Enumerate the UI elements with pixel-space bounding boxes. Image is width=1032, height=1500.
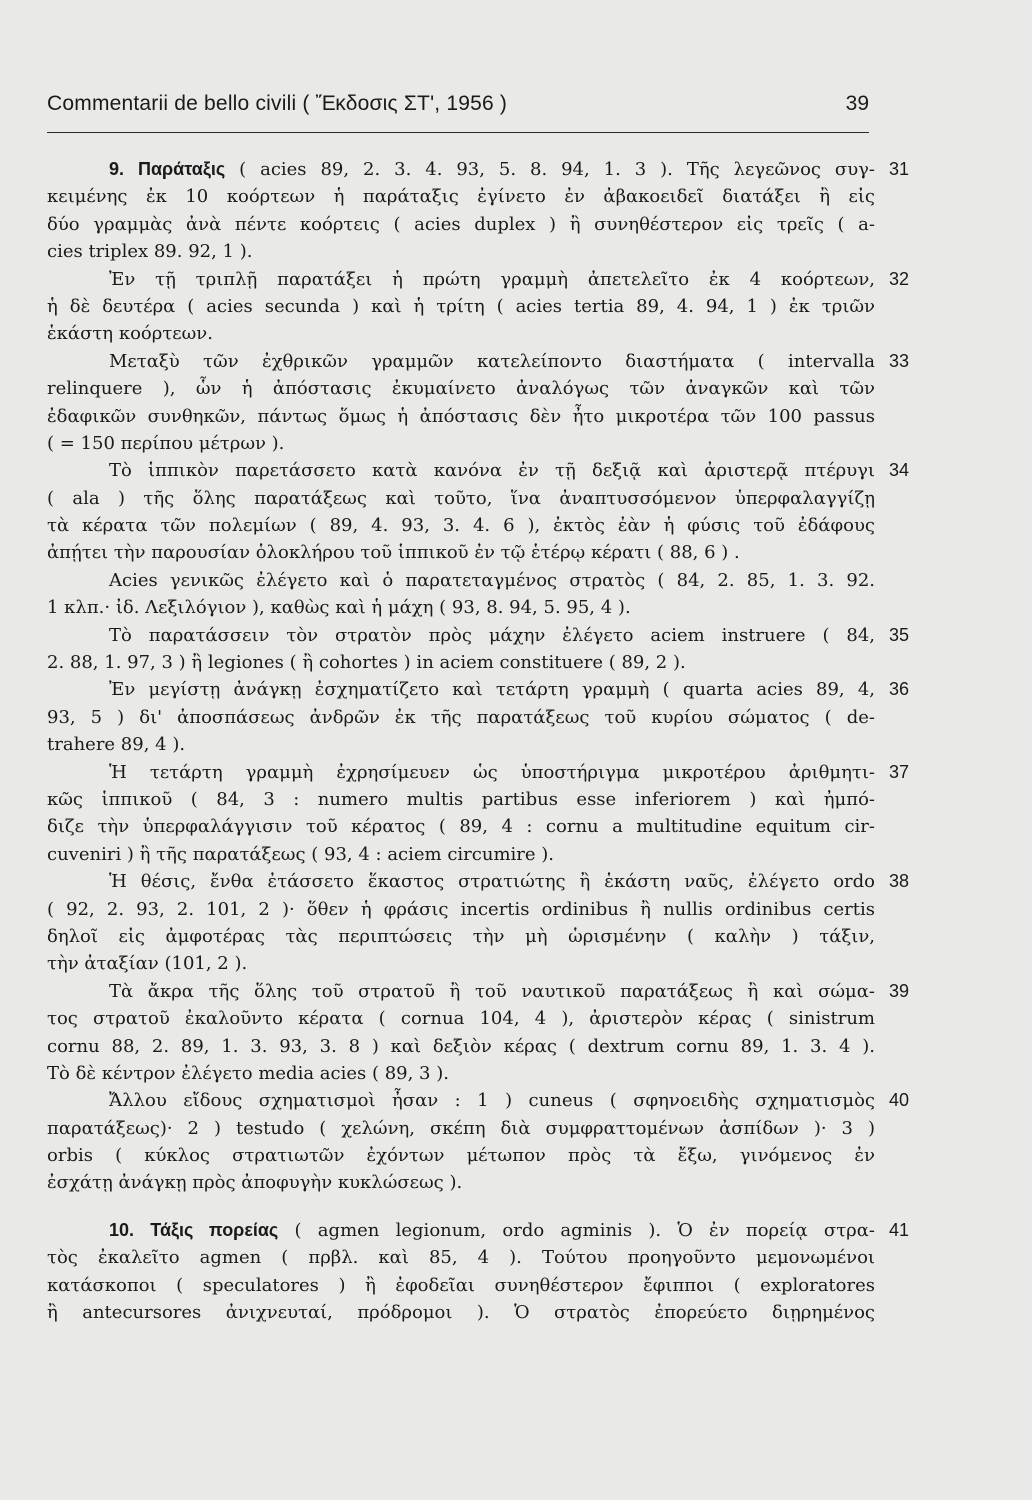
text-line: cuveniri ) ἢ τῆς παρατάξεως ( 93, 4 : aciem circumire ). [47, 843, 555, 865]
text-line: cornu 88, 2. 89, 1. 3. 93, 3. 8 ) καὶ δεξιὸν κέρας ( dextrum cornu 89, 1. 3. 4 ). [47, 1035, 875, 1057]
margin-number: 36 [889, 679, 910, 700]
margin-number: 32 [889, 268, 910, 289]
page-number: 39 [845, 92, 869, 115]
margin-number: 41 [889, 1219, 910, 1240]
text-line: ( = 150 περίπου μέτρων ). [47, 432, 285, 454]
paragraph-acies [47, 567, 927, 622]
text-line: ( 92, 2. 93, 2. 101, 2 )· ὅθεν ἡ φράσις incertis ordinibus ἢ nullis ordinibus certis [47, 898, 875, 920]
text-line: Ἄλλου εἴδους σχηματισμοὶ ἦσαν : 1 ) cuneus ( σφηνοειδὴς σχηματισμὸς [109, 1090, 875, 1112]
running-title: Commentarii de bello civili ( Ἔκδοσις ΣΤ', 1956 ) [47, 92, 508, 115]
paragraph-32 [47, 266, 927, 348]
text-line [47, 1217, 875, 1244]
text-line: ἡ δὲ δευτέρα ( acies secunda ) καὶ ἡ τρίτη ( acies tertia 89, 4. 94, 1 ) ἐκ τριῶν [47, 295, 875, 317]
paragraph-36 [47, 676, 927, 758]
text-line: παρατάξεως)· 2 ) testudo ( χελώνη, σκέπη διὰ συμφραττομένων ἀσπίδων )· 3 ) [47, 1117, 875, 1139]
margin-number: 35 [889, 624, 910, 645]
text-line: Acies γενικῶς ἐλέγετο καὶ ὁ παρατεταγμένος στρατὸς ( 84, 2. 85, 1. 3. 92. [109, 569, 875, 591]
text-line: κειμένης ἐκ 10 κοόρτεων ἡ παράταξις ἐγίνετο ἐν ἀβακοειδεῖ διατάξει ἢ εἰς [47, 186, 875, 208]
text-line: ἑκάστη κοόρτεων. [47, 323, 213, 345]
text-line: ἐδαφικῶν συνθηκῶν, πάντως ὅμως ἡ ἀπόστασις δὲν ἦτο μικροτέρα τῶν 100 passus [47, 405, 875, 427]
section-number: 10. [109, 1219, 135, 1240]
text-line [47, 156, 875, 183]
text-line: Τὸ ἱππικὸν παρετάσσετο κατὰ κανόνα ἐν τῇ δεξιᾷ καὶ ἀριστερᾷ πτέρυγι [109, 460, 875, 482]
paragraph-31 [47, 156, 927, 266]
paragraph-40 [47, 1087, 927, 1197]
text-line: Ἡ θέσις, ἔνθα ἐτάσσετο ἕκαστος στρατιώτης ἢ ἑκάστη ναῦς, ἐλέγετο ordo [109, 871, 875, 893]
page-header [47, 92, 869, 133]
margin-number: 37 [889, 761, 910, 782]
line-text: ( acies 89, 2. 3. 4. 93, 5. 8. 94, 1. 3 ). Τῆς λεγεῶνος συγ- [225, 159, 875, 180]
text-line: relinquere ), ὧν ἡ ἀπόστασις ἐκυμαίνετο ἀναλόγως τῶν ἀναγκῶν καὶ τῶν [47, 378, 875, 400]
text-line: trahere 89, 4 ). [47, 734, 186, 756]
margin-number: 31 [889, 159, 910, 179]
text-line: τος στρατοῦ ἐκαλοῦντο κέρατα ( cornua 104, 4 ), ἀριστερὸν κέρας ( sinistrum [47, 1008, 875, 1030]
text-line: ἢ antecursores ἀνιχνευταί, πρόδρομοι ). Ὁ στρατὸς ἐπορεύετο διῃρημένος [47, 1302, 875, 1324]
text-line: κατάσκοποι ( speculatores ) ἢ ἐφοδεῖαι συνηθέστερον ἔφιπποι ( exploratores [47, 1274, 875, 1296]
paragraph-39 [47, 978, 927, 1088]
text-line: orbis ( κύκλος στρατιωτῶν ἐχόντων μέτωπον πρὸς τὰ ἔξω, γινόμενος ἐν [47, 1145, 875, 1167]
margin-number: 40 [889, 1090, 910, 1111]
paragraph-38 [47, 868, 927, 978]
text-line: τὰ κέρατα τῶν πολεμίων ( 89, 4. 93, 3. 4. 6 ), ἐκτὸς ἐὰν ἡ φύσις τοῦ ἐδάφους [47, 515, 875, 537]
text-line: Μεταξὺ τῶν ἐχθρικῶν γραμμῶν κατελείποντο διαστήματα ( intervalla [109, 350, 875, 372]
margin-number: 38 [889, 871, 910, 892]
text-line: κῶς ἱππικοῦ ( 84, 3 : numero multis partibus esse inferiorem ) καὶ ἠμπό- [47, 788, 875, 810]
paragraph-33 [47, 348, 927, 458]
text-line: τὸς ἐκαλεῖτο agmen ( πρβλ. καὶ 85, 4 ). Τούτου προηγοῦντο μεμονωμένοι [47, 1247, 875, 1269]
margin-number: 33 [889, 350, 910, 371]
text-line: δηλοῖ εἰς ἀμφοτέρας τὰς περιπτώσεις τὴν μὴ ὡρισμένην ( καλὴν ) τάξιν, [47, 925, 875, 947]
text-line: Ἐν τῇ τριπλῇ παρατάξει ἡ πρώτη γραμμὴ ἀπετελεῖτο ἐκ 4 κοόρτεων, [109, 268, 875, 290]
text-line: Ἐν μεγίστῃ ἀνάγκῃ ἐσχηματίζετο καὶ τετάρτη γραμμὴ ( quarta acies 89, 4, [109, 679, 875, 701]
text-line: Τὰ ἄκρα τῆς ὅλης τοῦ στρατοῦ ἢ τοῦ ναυτικοῦ παρατάξεως ἢ καὶ σώμα- [109, 980, 875, 1002]
text-line: Τὸ παρατάσσειν τὸν στρατὸν πρὸς μάχην ἐλέγετο aciem instruere ( 84, [109, 624, 875, 646]
section-title: Παράταξις [137, 159, 226, 179]
text-line: τὴν ἀταξίαν (101, 2 ). [47, 953, 248, 975]
paragraph-41 [47, 1217, 927, 1327]
text-line: διζε τὴν ὑπερφαλάγγισιν τοῦ κέρατος ( 89, 4 : cornu a multitudine equitum cir- [47, 816, 875, 838]
section-title: Τάξις πορείας [150, 1219, 279, 1240]
section-gap [47, 1197, 927, 1217]
section-number: 9. [109, 159, 125, 179]
paragraph-35 [47, 622, 927, 677]
line-text: ( agmen legionum, ordo agminis ). Ὁ ἐν πορείᾳ στρα- [278, 1219, 875, 1241]
margin-number: 34 [889, 460, 910, 481]
paragraph-34 [47, 457, 927, 567]
text-line: cies triplex 89. 92, 1 ). [47, 241, 253, 263]
text-line: Ἡ τετάρτη γραμμὴ ἐχρησίμευεν ὡς ὑποστήριγμα μικροτέρου ἀριθμητι- [109, 761, 875, 783]
text-line: 1 κλπ.· ἰδ. Λεξιλόγιον ), καθὼς καὶ ἡ μάχη ( 93, 8. 94, 5. 95, 4 ). [47, 597, 631, 619]
text-line: 93, 5 ) δι' ἀποσπάσεως ἀνδρῶν ἐκ τῆς παρατάξεως τοῦ κυρίου σώματος ( de- [47, 706, 875, 728]
margin-number: 39 [889, 980, 910, 1001]
paragraph-37 [47, 759, 927, 869]
text-line: δύο γραμμὰς ἀνὰ πέντε κοόρτεις ( acies duplex ) ἢ συνηθέστερον εἰς τρεῖς ( a- [47, 213, 875, 235]
text-line: 2. 88, 1. 97, 3 ) ἢ legiones ( ἢ cohortes ) in aciem constituere ( 89, 2 ). [47, 652, 686, 674]
text-line: Τὸ δὲ κέντρον ἐλέγετο media acies ( 89, 3 ). [47, 1062, 449, 1084]
text-line: ( ala ) τῆς ὅλης παρατάξεως καὶ τοῦτο, ἵνα ἀναπτυσσόμενον ὑπερφαλαγγίζῃ [47, 487, 875, 509]
text-line: ἀπῄτει τὴν παρουσίαν ὁλοκλήρου τοῦ ἱππικοῦ ἐν τῷ ἑτέρῳ κέρατι ( 88, 6 ) . [47, 542, 740, 564]
text-line: ἐσχάτῃ ἀνάγκῃ πρὸς ἀποφυγὴν κυκλώσεως ). [47, 1172, 463, 1194]
body-text [47, 156, 927, 1326]
